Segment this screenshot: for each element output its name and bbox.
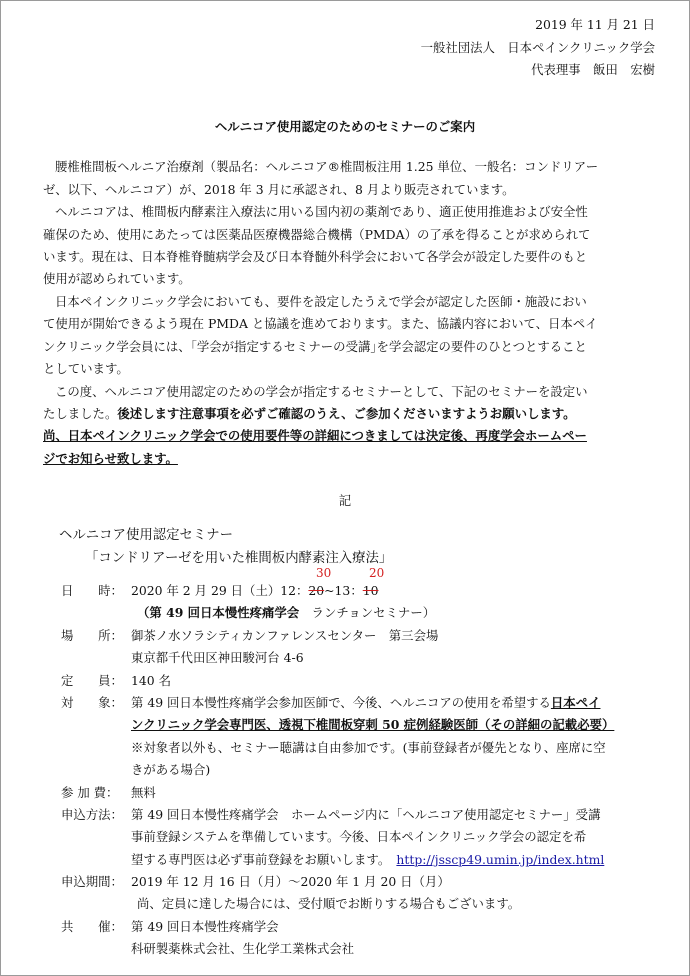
date-prefix: 2020 年 2 月 29 日（土）12： (131, 583, 309, 598)
ki-marker: 記 (338, 493, 352, 508)
target-line-1 (131, 693, 600, 711)
representative-name: 代表理事 飯田 宏樹 (531, 62, 655, 77)
host-line-2: 科研製薬株式会社、生化学工業株式会社 (131, 941, 355, 956)
venue-address: 東京都千代田区神田駿河台 4-6 (131, 650, 304, 665)
target-label: 対 象： (61, 695, 123, 710)
notice-line-1: 尚、日本ペインクリニック学会での使用要件等の詳細につきましては決定後、再度学会ホームペー (43, 428, 587, 443)
caution-notice: 後述します注意事項を必ずご確認のうえ、ご参加くださいますようお願いします。 (117, 406, 576, 421)
start-time-original: 20 (308, 583, 325, 598)
seminar-subtitle: 「コンドリアーゼを用いた椎間板内酵素注入療法」 (85, 551, 393, 566)
issuing-organization: 一般社団法人 日本ペインクリニック学会 (420, 40, 655, 55)
date-note (137, 603, 435, 621)
period-label: 申込期間： (61, 874, 123, 889)
method-line-3-text: 望する専門医は必ず事前登録をお願いします。 (131, 852, 385, 867)
paragraph-1-line-2: ゼ、以下、ヘルニコア）が、2018 年 3 月に承認され、8 月より販売されています。 (43, 182, 515, 197)
date-tilde: ~13： (324, 583, 363, 598)
host-line-1: 第 49 回日本慢性疼痛学会 (131, 919, 279, 934)
method-line-3 (131, 850, 604, 868)
end-time-corrected: 20 (369, 566, 385, 580)
venue-name: 御茶ノ水ソラシティカンファレンスセンター 第三会場 (131, 628, 439, 643)
notice-line-2: ジでお知らせ致します。 (43, 451, 178, 466)
date-note-conference: （第 49 回日本慢性疼痛学会 (137, 605, 300, 620)
date-label: 日 時： (61, 583, 123, 598)
target-requirement: ンクリニック学会専門医、透視下椎間板穿刺 50 症例経験医師（その詳細の記載必要） (131, 717, 615, 732)
paragraph-2-line-3: います。現在は、日本脊椎脊髄病学会及び日本脊髄外科学会において各学会が設定した要件のもと (43, 249, 588, 264)
paragraph-3-line-2: て使用が開始できるよう現在 PMDA と協議を進めております。また、協議内容において、日本ペイ (43, 316, 598, 331)
capacity-label: 定 員： (61, 673, 123, 688)
paragraph-3-line-3: ンクリニック学会員には、｢学会が指定するセミナーの受講｣を学会認定の要件のひとつとすること (43, 339, 587, 354)
paragraph-3-line-4: としています。 (43, 361, 129, 376)
method-line-2: 事前登録システムを準備しています。今後、日本ペインクリニック学会の認定を希 (131, 829, 587, 844)
document-title: ヘルニコア使用認定のためのセミナーのご案内 (214, 119, 476, 134)
fee-value: 無料 (131, 785, 156, 800)
start-time-corrected: 30 (316, 566, 332, 580)
end-time-original: 10 (362, 583, 379, 598)
issue-date: 2019 年 11 月 21 日 (535, 17, 655, 32)
paragraph-4-line-2 (43, 404, 576, 422)
paragraph-3-line-1: 日本ペインクリニック学会においても、要件を設定したうえで学会が認定した医師・施設におい (55, 294, 587, 309)
paragraph-2-line-4: 使用が認められています。 (43, 271, 191, 286)
paragraph-2-line-2: 確保のため、使用にあたっては医薬品医療機器総合機構（PMDA）の了承を得ることが求められて (43, 227, 591, 242)
paragraph-2-line-1: ヘルニコアは、椎間板内酵素注入療法に用いる国内初の薬剤であり、適正使用推進および安全性 (55, 204, 588, 219)
method-line-1: 第 49 回日本慢性疼痛学会 ホームページ内に「ヘルニコア使用認定セミナー」受講 (131, 807, 601, 822)
seminar-name: ヘルニコア使用認定セミナー (59, 528, 234, 543)
capacity-value: 140 名 (131, 673, 171, 688)
target-requirement-start: 日本ペイ (550, 695, 601, 710)
period-note: 尚、定員に達した場合には、受付順でお断りする場合もございます。 (137, 896, 521, 911)
paragraph-4-line-2-text: たしました。 (43, 406, 118, 421)
method-label: 申込方法： (61, 807, 123, 822)
target-note-line-1: ※対象者以外も、セミナー聴講は自由参加です。(事前登録者が優先となり、座席に空 (131, 740, 606, 755)
date-note-session: ランチョンセミナー） (299, 605, 436, 620)
target-line-1-text: 第 49 回日本慢性疼痛学会参加医師で、今後、ヘルニコアの使用を希望する (131, 695, 551, 710)
host-label: 共 催： (61, 919, 123, 934)
target-note-line-2: きがある場合) (131, 762, 211, 777)
registration-link[interactable]: http://jsscp49.umin.jp/index.html (396, 852, 605, 867)
paragraph-1-line-1: 腰椎椎間板ヘルニア治療剤（製品名：ヘルニコア®椎間板注用 1.25 単位、一般名：コンドリアー (55, 159, 599, 174)
paragraph-4-line-1: この度、ヘルニコア使用認定のための学会が指定するセミナーとして、下記のセミナーを設定い (55, 384, 588, 399)
date-value (131, 581, 379, 599)
fee-label: 参 加 費： (61, 785, 119, 800)
venue-label: 場 所： (61, 628, 123, 643)
period-value: 2019 年 12 月 16 日（月）～2020 年 1 月 20 日（月） (131, 874, 450, 889)
